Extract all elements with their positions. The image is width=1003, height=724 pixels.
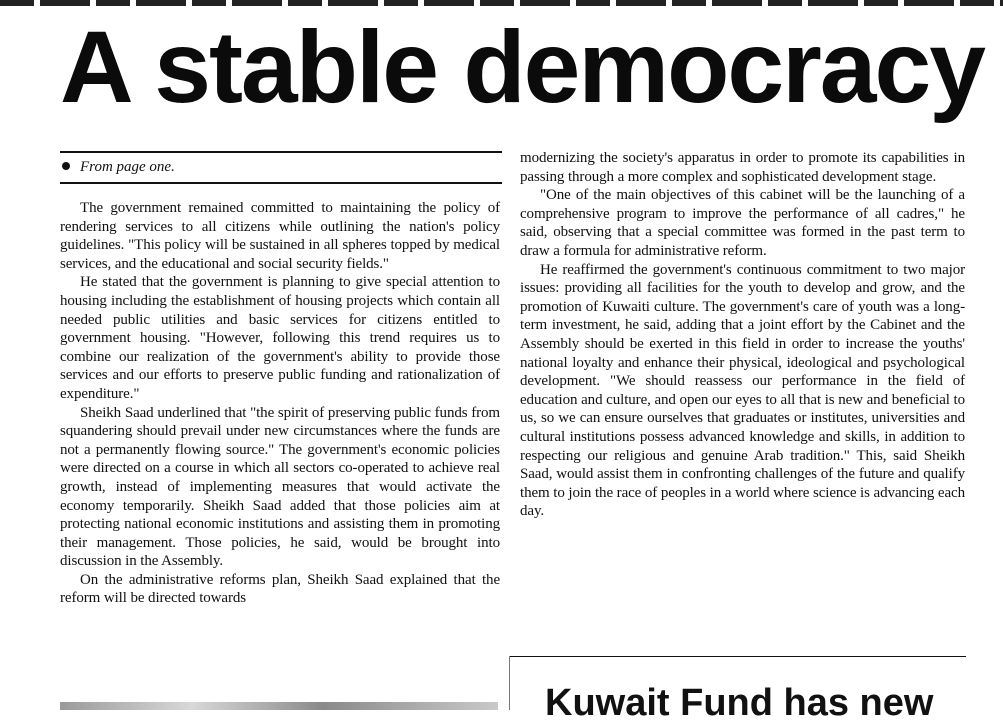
bullet-icon: [62, 162, 70, 170]
paragraph: The government remained committed to maintaining the policy of rendering services to all citizens while outlining the nation's policy guidelines. "This policy will be sustained in all spheres topped by medical services, and the educational and social security fields.": [60, 200, 500, 272]
photo-edge: [60, 702, 498, 710]
paragraph: "One of the main objectives of this cabinet will be the launching of a comprehensive program to improve the performance of all cadres," he said, observing that a special committee was formed in the past term to draw a formula for administrative reform.: [520, 187, 965, 259]
article-end-rule: [509, 656, 966, 657]
paragraph: He reaffirmed the government's continuous commitment to two major issues: providing all facilities for the youth to develop and grow, and the promotion of Kuwaiti culture. The government's care of youth was a long-term investment, he said, adding that a joint effort by the Cabinet and the Assembly should be exerted in this field in order to increase the youths' national loyalty and enhance their physical, ideological and psychological development. "We should reassess our performance in the field of education and culture, and open our eyes to all that is new and beneficial to us, so we can ensure ourselves that graduates or institutes, universities and cultural institutions possess advanced knowledge and skills, in addition to respecting our religious and genuine Arab tradition." This, said Sheikh Saad, would assist them in confronting challenges of the future and qualify them to join the race of peoples in a world where science is advancing each day.: [520, 261, 965, 520]
next-article-headline: Kuwait Fund has new: [545, 682, 934, 724]
column-divider: [509, 656, 510, 710]
continuation-note: From page one.: [62, 157, 502, 177]
top-rule: [60, 151, 502, 153]
paragraph: He stated that the government is planning to give special attention to housing including the establishment of housing projects which contain all needed public utilities and basic services for citizens entitled to government housing. "However, following this trend requires us to combine our realization of the government's ability to provide those services and our efforts to preserve public funding and rationalization of expenditure.": [60, 274, 500, 402]
paragraph: On the administrative reforms plan, Sheikh Saad explained that the reform will be directed towards: [60, 571, 500, 607]
previous-article-strip: [0, 0, 1003, 6]
section-rule: [60, 182, 502, 184]
paragraph: modernizing the society's apparatus in order to promote its capabilities in passing through a more complex and sophisticated development stage.: [520, 150, 965, 185]
right-column: [520, 149, 965, 521]
left-column: [60, 199, 500, 608]
paragraph: Sheikh Saad underlined that "the spirit of preserving public funds from squandering should prevail under new circumstances where the funds are not a permanently flowing source." The government's economic policies were directed on a course in which all sectors co-operated to achieve real growth, instead of implementing measures that would activate the economy temporarily. Sheikh Saad added that those policies aim at protecting national economic institutions and assisting them in promoting their management. Those policies, he said, would be brought into discussion in the Assembly.: [60, 404, 500, 570]
article-headline: A stable democracy: [60, 10, 984, 124]
